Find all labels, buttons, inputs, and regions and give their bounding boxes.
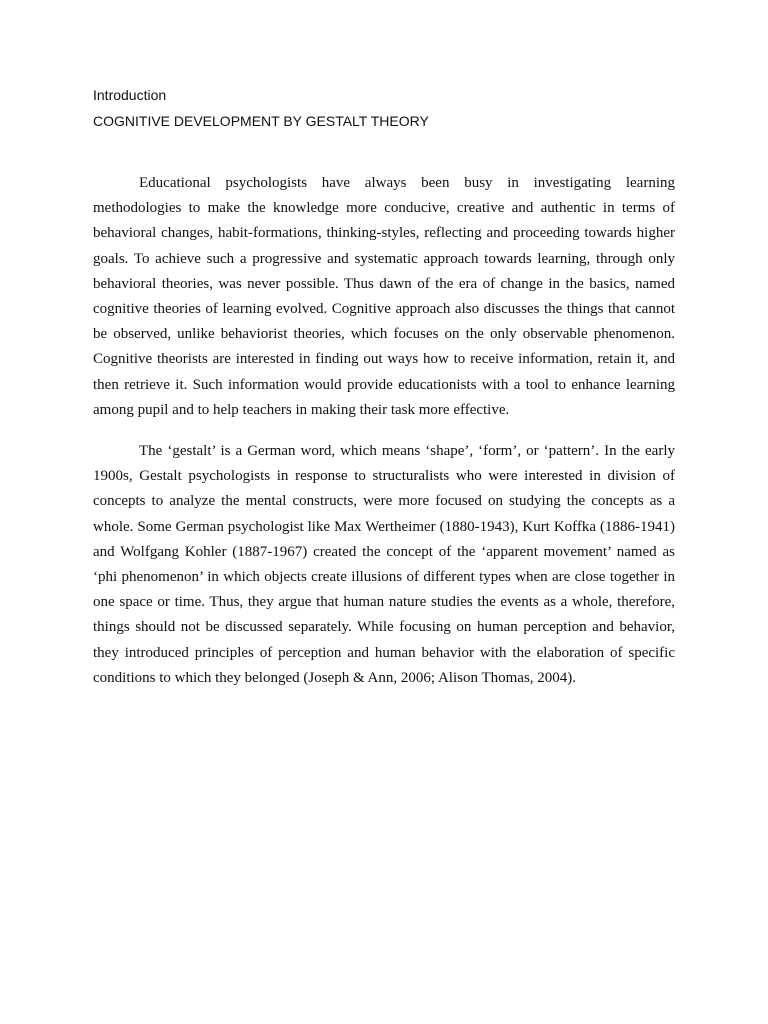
paragraph-gestalt: The ‘gestalt’ is a German word, which means ‘shape’, ‘form’, or ‘pattern’. In the early 1900s, Gestalt psychologists in response to structuralists who were interested in division of concepts to analyze the mental constructs, were more focused on studying the concepts as a whole. Some German psychologist like Max Wertheimer (1880-1943), Kurt Koffka (1886-1941) and Wolfgang Kohler (1887-1967) created the concept of the ‘apparent movement’ named as ‘phi phenomenon’ in which objects create illusions of different types when are close together in one space or time. Thus, they argue that human nature studies the events as a whole, therefore, things should not be discussed separately. While focusing on human perception and behavior, they introduced principles of perception and human behavior with the elaboration of specific conditions to which they belonged (Joseph & Ann, 2006; Alison Thomas, 2004). — [93, 443, 675, 686]
document-title: COGNITIVE DEVELOPMENT BY GESTALT THEORY — [93, 113, 429, 129]
section-label: Introduction — [93, 87, 167, 103]
paragraph-intro: Educational psychologists have always been busy in investigating learning methodologies to make the knowledge more conducive, creative and authentic in terms of behavioral changes, habit-formations, thinking-styles, reflecting and proceeding towards higher goals. To achieve such a progressive and systematic approach towards learning, through only behavioral theories, was never possible. Thus dawn of the era of change in the basics, named cognitive theories of learning evolved. Cognitive approach also discusses the things that cannot be observed, unlike behaviorist theories, which focuses on the only observable phenomenon. Cognitive theorists are interested in finding out ways how to receive information, retain it, and then retrieve it. Such information would provide educationists with a tool to enhance learning among pupil and to help teachers in making their task more effective. — [93, 175, 675, 418]
